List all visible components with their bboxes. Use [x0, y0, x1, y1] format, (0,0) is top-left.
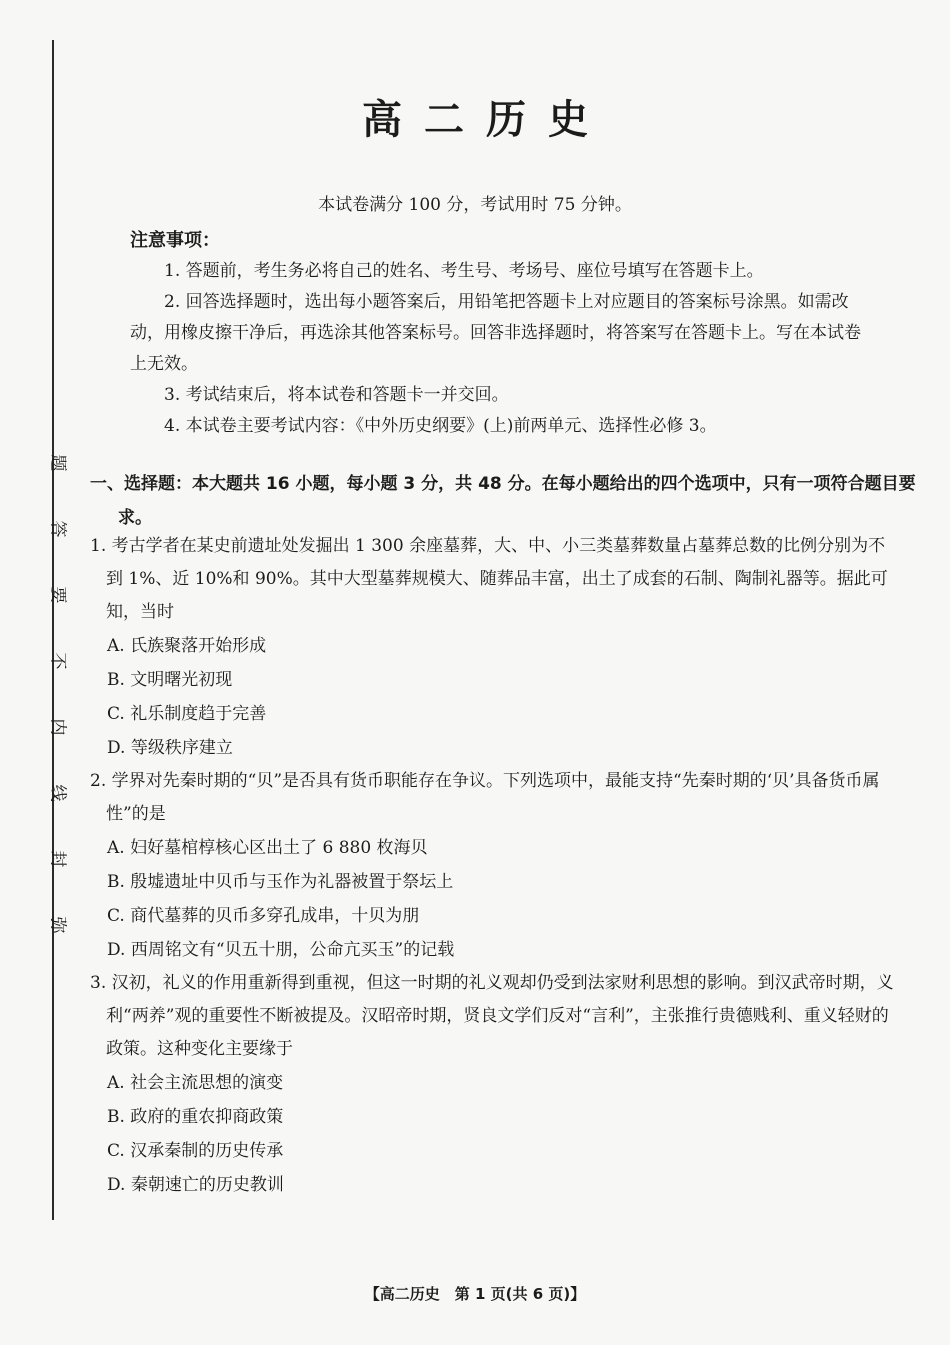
seal-char: 答: [47, 520, 67, 538]
notice-item: 4. 本试卷主要考试内容：《中外历史纲要》(上)前两单元、选择性必修 3。: [164, 416, 717, 436]
question-stem: 1. 考古学者在某史前遗址处发掘出 1 300 余座墓葬，大、中、小三类墓葬数量占墓葬总数的比例分别为不到 1%、近 10%和 90%。其中大型墓葬规模大、随葬品丰富，出土了成套的石制、陶制礼器等。据此可知，当时: [90, 536, 888, 622]
seal-char: 封: [47, 850, 67, 868]
seal-char: 线: [47, 784, 67, 802]
notice-heading: 注意事项：: [130, 230, 220, 251]
margin-seal-text: [24, 430, 67, 958]
seal-char: 内: [47, 718, 67, 736]
option-d: D. 西周铭文有“贝五十朋，公命亢买玉”的记载: [107, 940, 455, 960]
section-heading: 一、选择题：本大题共 16 小题，每小题 3 分，共 48 分。在每小题给出的四个选项中，只有一项符合题目要求。: [90, 474, 916, 528]
option-a: A. 社会主流思想的演变: [107, 1073, 284, 1093]
question-3: [90, 967, 895, 1202]
seal-char: 题: [47, 454, 67, 472]
option-c: C. 礼乐制度趋于完善: [107, 704, 267, 724]
option-d: D. 等级秩序建立: [107, 738, 233, 758]
seal-char: 弥: [47, 916, 67, 934]
option-b: B. 殷墟遗址中贝币与玉作为礼器被置于祭坛上: [107, 872, 454, 892]
question-stem: 3. 汉初，礼义的作用重新得到重视，但这一时期的礼义观却仍受到法家财利思想的影响。到汉武帝时期，义利“两养”观的重要性不断被提及。汉昭帝时期，贤良文学们反对“言利”，主张推行贵德贱利、重义轻财的政策。这种变化主要缘于: [90, 973, 894, 1059]
notice-list: [130, 256, 870, 442]
seal-char: 要: [47, 586, 67, 604]
option-a: A. 氏族聚落开始形成: [107, 636, 267, 656]
question-list: [90, 530, 895, 1202]
notice-item: 3. 考试结束后，将本试卷和答题卡一并交回。: [164, 385, 509, 405]
notice-item: 1. 答题前，考生务必将自己的姓名、考生号、考场号、座位号填写在答题卡上。: [164, 261, 764, 281]
page-footer: 【高二历史 第 1 页(共 6 页)】: [364, 1285, 586, 1303]
option-d: D. 秦朝速亡的历史教训: [107, 1175, 284, 1195]
option-a: A. 妇好墓棺椁核心区出土了 6 880 枚海贝: [107, 838, 428, 858]
notice-item: 2. 回答选择题时，选出每小题答案后，用铅笔把答题卡上对应题目的答案标号涂黑。如需改动，用橡皮擦干净后，再选涂其他答案标号。回答非选择题时，将答案写在答题卡上。写在本试卷上无效。: [130, 292, 861, 374]
option-c: C. 商代墓葬的贝币多穿孔成串，十贝为朋: [107, 906, 420, 926]
option-b: B. 政府的重农抑商政策: [107, 1107, 284, 1127]
question-1: [90, 530, 895, 765]
question-stem: 2. 学界对先秦时期的“贝”是否具有货币职能存在争议。下列选项中，最能支持“先秦时期的‘贝’具备货币属性”的是: [90, 771, 880, 824]
exam-info: 本试卷满分 100 分，考试用时 75 分钟。: [318, 195, 632, 215]
binding-line: [52, 40, 54, 1220]
option-b: B. 文明曙光初现: [107, 670, 233, 690]
option-c: C. 汉承秦制的历史传承: [107, 1141, 284, 1161]
question-2: [90, 765, 895, 967]
seal-char: 不: [47, 652, 67, 670]
page-title: 高二历史: [362, 97, 610, 143]
